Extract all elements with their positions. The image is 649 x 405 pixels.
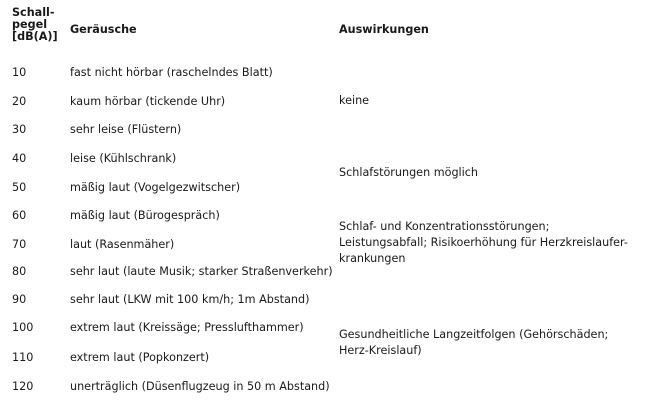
row-level: 10 — [12, 66, 27, 79]
row-level: 50 — [12, 181, 27, 194]
row-level: 100 — [12, 321, 34, 334]
header-sound-level-line-1: Schall- — [12, 6, 55, 19]
row-level: 20 — [12, 95, 27, 108]
row-noise: laut (Rasenmäher) — [70, 238, 175, 251]
row-noise: fast nicht hörbar (raschelndes Blatt) — [70, 66, 273, 79]
header-sound-level-line-3: [dB(A)] — [12, 30, 58, 43]
row-level: 110 — [12, 351, 34, 364]
row-noise: sehr laut (laute Musik; starker Straßenverkehr) — [70, 265, 333, 278]
row-level: 90 — [12, 293, 27, 306]
header-effects: Auswirkungen — [339, 23, 429, 36]
row-noise: mäßig laut (Vogelgezwitscher) — [70, 181, 241, 194]
row-noise: extrem laut (Kreissäge; Presslufthammer) — [70, 321, 304, 334]
header-noises: Geräusche — [70, 23, 137, 36]
header-sound-level-line-2: pegel — [12, 18, 48, 31]
row-level: 120 — [12, 380, 34, 393]
row-noise: unerträglich (Düsenflugzeug in 50 m Abstand) — [70, 380, 330, 393]
row-noise: mäßig laut (Bürogespräch) — [70, 209, 220, 222]
header-sound-level — [12, 7, 66, 43]
row-noise: extrem laut (Popkonzert) — [70, 351, 210, 364]
effect-concentration-disorders: Schlaf- und Konzentrationsstörungen; Leistungsabfall; Risikoerhöhung für Herzkreislaufer-krankungen — [339, 220, 628, 265]
row-noise: leise (Kühlschrank) — [70, 152, 177, 165]
row-noise: sehr laut (LKW mit 100 km/h; 1m Abstand) — [70, 293, 310, 306]
effect-sleep-disorders: Schlafstörungen möglich — [339, 166, 479, 179]
effect-none: keine — [339, 94, 370, 107]
row-level: 40 — [12, 152, 27, 165]
row-level: 70 — [12, 238, 27, 251]
row-level: 80 — [12, 265, 27, 278]
row-level: 60 — [12, 209, 27, 222]
row-noise: sehr leise (Flüstern) — [70, 123, 182, 136]
effect-long-term-health: Gesundheitliche Langzeitfolgen (Gehörschäden; Herz-Kreislauf) — [339, 328, 609, 357]
row-noise: kaum hörbar (tickende Uhr) — [70, 95, 226, 108]
row-level: 30 — [12, 123, 27, 136]
